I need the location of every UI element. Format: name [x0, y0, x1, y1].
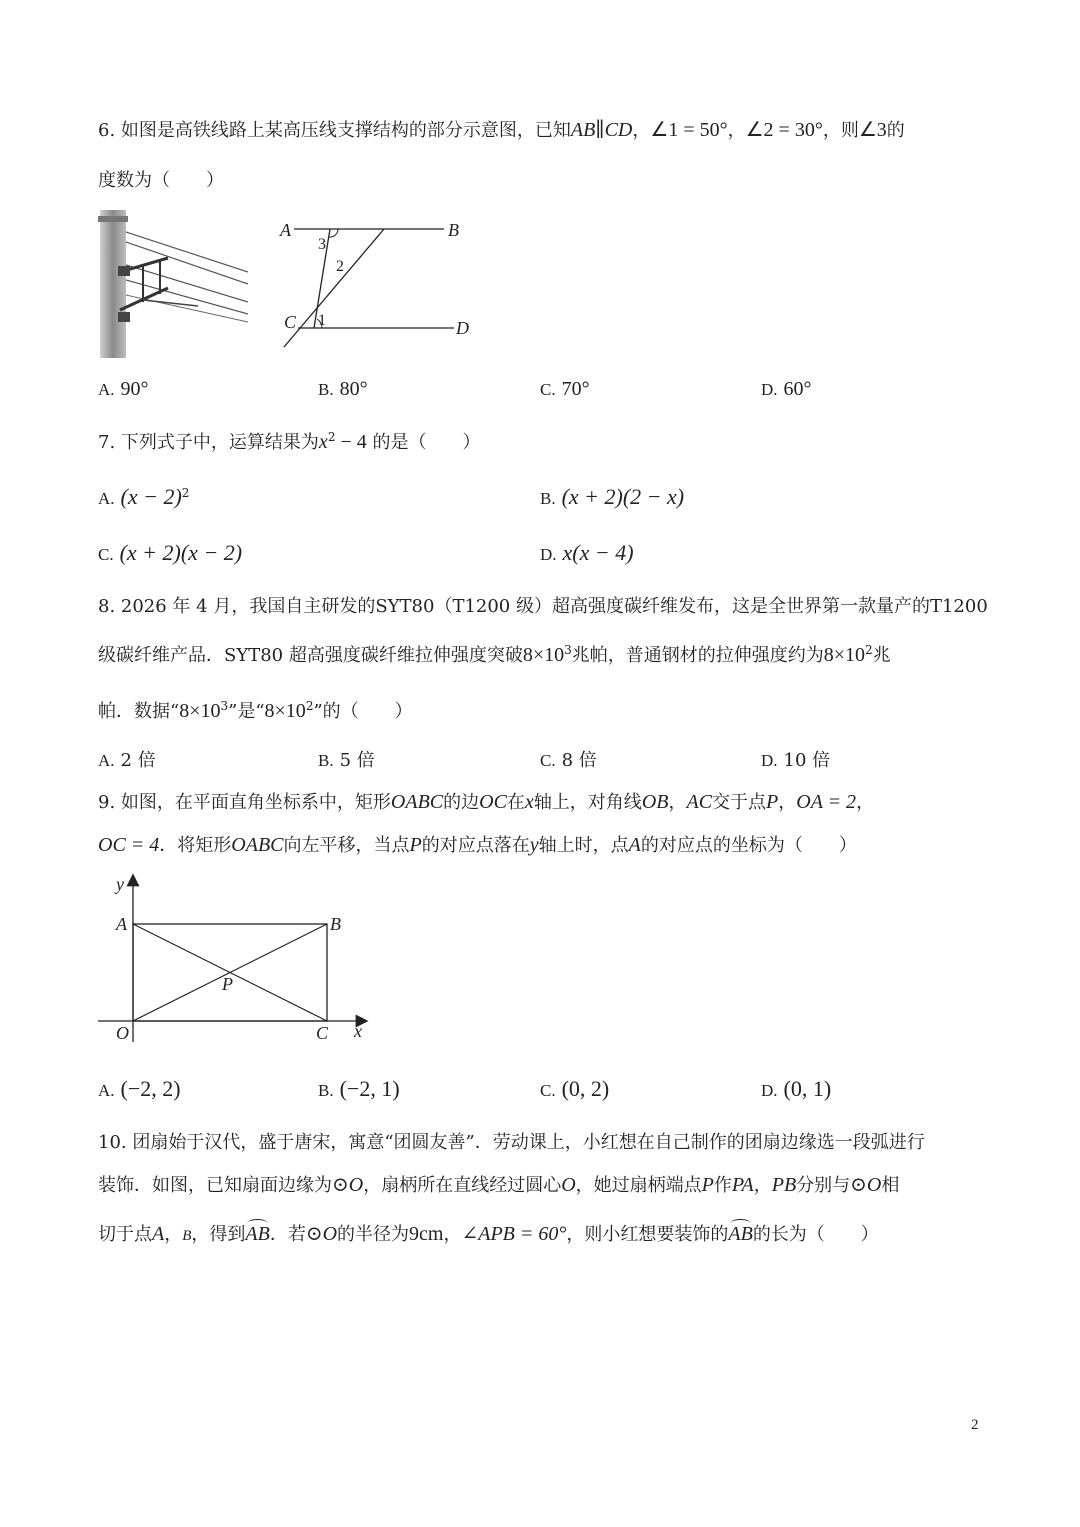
q6-sep2: ， [727, 120, 746, 141]
q7-option-d[interactable] [540, 540, 634, 566]
q8-text-b: 兆帕，普通钢材的拉伸强度约为 [571, 645, 824, 666]
circle-o: ⊙O [850, 1174, 882, 1196]
page-number: 2 [971, 1417, 979, 1433]
q6-option-a[interactable] [98, 378, 149, 401]
option-label: D. [761, 1081, 778, 1100]
label-b: B [448, 220, 459, 240]
q6-option-d[interactable] [761, 378, 812, 401]
tangent-pb: PB [771, 1174, 797, 1196]
q6-text-a: 如图是高铁线路上某高压线支撑结构的部分示意图，已知 [120, 120, 571, 141]
option-exponent: 2 [181, 486, 190, 500]
q7-option-b[interactable] [540, 484, 684, 510]
q9-coordinate-figure [98, 872, 378, 1047]
expr-base: x [318, 431, 328, 453]
q6-line-2 [98, 166, 224, 192]
point-p: P [701, 1174, 714, 1196]
q9-text-a: 9. 如图，在平面直角坐标系中，矩形 [98, 792, 391, 813]
option-label: A. [98, 751, 115, 770]
option-value: (0, 1) [783, 1076, 832, 1101]
option-value: 70° [561, 378, 590, 400]
q6-sep1: ， [632, 120, 651, 141]
q8-line-3 [98, 697, 413, 723]
option-value: (−2, 1) [339, 1076, 400, 1101]
q10-text-k: ．若 [269, 1224, 306, 1245]
label-angle-1: 1 [318, 312, 326, 329]
q10-text-l: 的半径为 [337, 1224, 410, 1245]
option-label: A. [98, 1081, 115, 1100]
q9-text-h: ， [856, 792, 875, 813]
q10-text-c: ，她过扇柄端点 [575, 1175, 702, 1196]
center-o: O [561, 1174, 576, 1196]
option-value: (x − 2) [120, 484, 182, 509]
diag-ac: AC [686, 791, 713, 813]
q8-option-c[interactable] [540, 746, 597, 772]
q10-text-i: ， [164, 1224, 183, 1245]
q6-option-c[interactable] [540, 378, 590, 401]
label-angle-2: 2 [336, 258, 344, 275]
circle-o: ⊙O [332, 1174, 364, 1196]
q7-option-a[interactable] [98, 484, 189, 510]
q9-option-c[interactable] [540, 1076, 609, 1102]
label-y: y [116, 874, 124, 894]
option-label: D. [540, 545, 557, 564]
power-pole-photo [98, 210, 248, 358]
q9-text-d: 轴上，对角线 [533, 792, 642, 813]
y-symbol: y [529, 834, 539, 856]
point-a: A [152, 1223, 165, 1245]
q9-text-m: 的对应点的坐标为（ ） [640, 835, 857, 856]
expr-rest: − 4 [335, 431, 367, 453]
question-number: 6. [98, 120, 116, 141]
q8-option-b[interactable] [318, 746, 375, 772]
q6-geometry-figure [272, 210, 482, 355]
option-value: (0, 2) [561, 1076, 610, 1101]
quote-value-2: 8×10 [264, 700, 306, 722]
option-label: C. [98, 545, 114, 564]
q10-text-a: 装饰．如图，已知扇面边缘为 [98, 1175, 332, 1196]
option-label: B. [318, 751, 334, 770]
angle-3-symbol: ∠3 [858, 119, 887, 141]
option-label: D. [761, 380, 778, 399]
q9-text-j: 向左平移，当点 [283, 835, 410, 856]
q10-text-m: ， [443, 1224, 462, 1245]
option-label: C. [540, 1081, 556, 1100]
q9-line-2 [98, 831, 857, 857]
option-label: A. [98, 489, 115, 508]
q6-option-b[interactable] [318, 378, 368, 401]
q9-text-l: 轴上时，点 [538, 835, 629, 856]
q7-option-c[interactable] [98, 540, 242, 566]
label-p: P [222, 974, 233, 994]
q8-option-a[interactable] [98, 746, 156, 772]
oc-equals: OC = 4 [98, 834, 160, 856]
point-b: B [182, 1228, 192, 1244]
q6-text-c: 的 [886, 120, 905, 141]
label-a: A [116, 914, 127, 934]
q9-text-e: ， [668, 792, 687, 813]
option-label: B. [318, 380, 334, 399]
ab-parallel-cd: AB∥CD [570, 119, 633, 141]
q9-text-k: 的对应点落在 [421, 835, 530, 856]
transversal-1 [284, 229, 384, 347]
option-value: 5 倍 [339, 750, 375, 771]
strength-exponent-2: 2 [865, 643, 873, 657]
circle-o: ⊙O [305, 1223, 338, 1245]
strength-value-2: 8×10 [823, 644, 866, 666]
q8-line-1 [98, 592, 988, 618]
option-label: B. [540, 489, 556, 508]
q10-text-b: ，扇柄所在直线经过圆心 [363, 1175, 562, 1196]
q10-text-j: ，得到 [191, 1224, 246, 1245]
q10-text-n: ，则小红想要装饰的 [566, 1224, 729, 1245]
option-label: C. [540, 380, 556, 399]
label-a: A [280, 220, 291, 240]
rect-oabc: OABC [390, 791, 444, 813]
tangent-pa: PA [731, 1174, 754, 1196]
angle-apb: ∠APB = 60° [461, 1223, 567, 1245]
label-b: B [330, 914, 341, 934]
point-p: P [766, 791, 779, 813]
quote-exponent-1: 3 [220, 699, 229, 713]
q9-text-f: 交于点 [712, 792, 767, 813]
label-angle-3: 3 [318, 236, 326, 253]
option-value: x(x − 4) [562, 540, 634, 565]
point-a: A [628, 834, 641, 856]
q7-line-1 [98, 428, 480, 454]
point-p: P [409, 834, 422, 856]
quote-value-1: 8×10 [179, 700, 221, 722]
q9-text-g: ， [778, 792, 797, 813]
label-d: D [456, 318, 469, 338]
side-oc: OC [479, 791, 507, 813]
q8-text-e: ”是“ [228, 701, 265, 722]
q8-line-2 [98, 641, 891, 667]
q10-text-f: 分别与 [796, 1175, 851, 1196]
q10-text-d: 作 [713, 1175, 732, 1196]
q8-text-f: ”的（ ） [313, 701, 413, 722]
label-c: C [284, 312, 297, 332]
oa-equals: OA = 2 [796, 791, 857, 813]
q10-text-h: 切于点 [98, 1224, 152, 1245]
arc-ab: AB [728, 1223, 753, 1245]
question-number: 7. [98, 432, 116, 453]
option-label: C. [540, 751, 556, 770]
q9-option-d[interactable] [761, 1076, 831, 1102]
q9-option-b[interactable] [318, 1076, 400, 1102]
q8-line-1-text: 8. 2026 年 4 月，我国自主研发的SYT80（T1200 级）超高强度碳纤维发布，这是全世界第一款量产的T1200 [98, 596, 988, 617]
option-label: A. [98, 380, 115, 399]
q6-text-b: ，则 [822, 120, 859, 141]
option-value: 60° [783, 378, 812, 400]
q8-text-c: 兆 [872, 645, 891, 666]
rect-oabc: OABC [231, 834, 284, 856]
q10-line-1-text: 10. 团扇始于汉代，盛于唐宋，寓意“团圆友善”．劳动课上，小红想在自己制作的团扇边缘选一段弧进行 [98, 1132, 925, 1153]
q6-line-2-text: 度数为（ ） [98, 170, 224, 191]
q7-text-b: 的是（ ） [372, 432, 481, 453]
q10-text-o: 的长为（ ） [752, 1224, 879, 1245]
q10-text-e: ， [753, 1175, 772, 1196]
arc-ab: AB [245, 1223, 270, 1245]
label-o: O [116, 1023, 129, 1043]
q8-option-d[interactable] [761, 746, 830, 772]
option-value: 80° [339, 378, 368, 400]
label-c: C [316, 1023, 329, 1043]
option-label: B. [318, 1081, 334, 1100]
angle-1-value: ∠1 = 50° [650, 119, 728, 141]
q6-line-1 [98, 116, 905, 142]
strength-value-1: 8×10 [522, 644, 565, 666]
angle-2-value: ∠2 = 30° [745, 119, 823, 141]
option-value: 8 倍 [561, 750, 597, 771]
diag-ob: OB [641, 791, 669, 813]
option-value: (x + 2)(2 − x) [561, 484, 685, 509]
q8-text-d: 帕．数据“ [98, 701, 180, 722]
q7-text-a: 下列式子中，运算结果为 [120, 432, 319, 453]
q10-line-2 [98, 1171, 899, 1197]
option-value: 2 倍 [120, 750, 156, 771]
expr-exponent: 2 [327, 430, 336, 444]
q9-text-b: 的边 [443, 792, 480, 813]
q9-option-a[interactable] [98, 1076, 181, 1102]
option-value: 90° [120, 378, 149, 400]
option-label: D. [761, 751, 778, 770]
quote-exponent-2: 2 [305, 699, 314, 713]
strength-exponent-1: 3 [564, 643, 572, 657]
x-symbol: x [524, 791, 534, 813]
option-value: 10 倍 [783, 750, 831, 771]
q8-text-a: 级碳纤维产品．SYT80 超高强度碳纤维拉伸强度突破 [98, 645, 523, 666]
option-value: (−2, 2) [120, 1076, 181, 1101]
q10-line-1 [98, 1128, 925, 1154]
q9-text-c: 在 [506, 792, 525, 813]
q9-line-1 [98, 788, 874, 814]
label-x: x [354, 1021, 362, 1041]
q10-line-3 [98, 1220, 879, 1246]
radius-value: 9cm [409, 1223, 444, 1245]
option-value: (x + 2)(x − 2) [119, 540, 243, 565]
q10-text-g: 相 [881, 1175, 900, 1196]
q9-text-i: ．将矩形 [159, 835, 232, 856]
